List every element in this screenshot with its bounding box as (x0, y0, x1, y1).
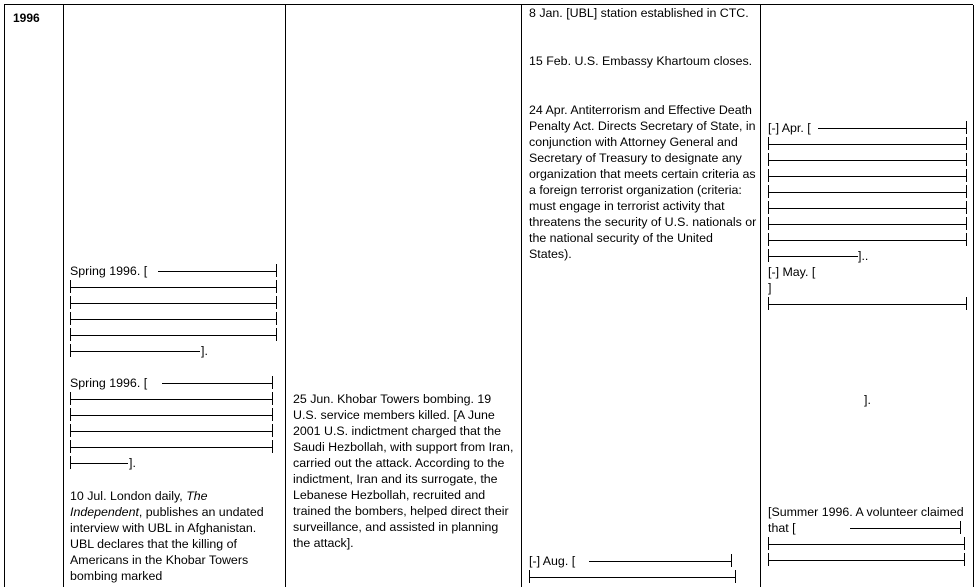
redaction-line (70, 439, 278, 455)
redaction-line (768, 184, 968, 200)
spring-1996-label: Spring 1996. [ (70, 264, 148, 278)
redaction-line (768, 136, 968, 152)
redaction-line (70, 391, 278, 407)
apr-entry (768, 120, 968, 264)
redaction-line (768, 296, 968, 312)
column-3 (522, 5, 761, 587)
redaction-line: ]. (70, 343, 278, 359)
jan-8-entry: 8 Jan. [UBL] station established in CTC. (529, 6, 749, 20)
chronology-table (4, 4, 973, 587)
may-label: [-] May. [ (768, 265, 816, 279)
column-2 (286, 5, 522, 587)
redaction-line (768, 152, 968, 168)
may-entry: [-] May. [ ] (768, 264, 968, 312)
redaction-line (70, 311, 278, 327)
redaction-line (768, 200, 968, 216)
column-4 (761, 5, 974, 587)
year-column (5, 5, 64, 587)
spring-1996-entry-2 (70, 375, 278, 471)
apr-24-entry: 24 Apr. Antiterrorism and Effective Death Penalty Act. Directs Secretary of State, in conjunction with Attorney General and Secretary of Treasury to designate any organization that meets certain criteria as a foreign terrorist organization (criteria: must engage in terrorist activity that threatens the security of U.S. nationals or the national security of the United States). (529, 103, 757, 261)
redaction-line (529, 569, 739, 585)
redaction-line: ]. (70, 455, 278, 471)
redaction-line (768, 536, 968, 552)
redaction-line (768, 168, 968, 184)
column-1 (64, 5, 286, 587)
aug-label: [-] Aug. [ (529, 554, 576, 568)
redaction-line (70, 327, 278, 343)
redaction-line (70, 279, 278, 295)
khobar-towers-entry: 25 Jun. Khobar Towers bombing. 19 U.S. service members killed. [A June 2001 U.S. indictment charged that the Saudi Hezbollah, with support from Iran, carried out the attack. According to the indictment, Iran and its surrogate, the Lebanese Hezbollah, recruited and trained the bombers, helped direct their surveillance, and assisted in planning the attack]. (293, 392, 514, 550)
redaction-line (70, 423, 278, 439)
aug-entry (529, 553, 739, 585)
spring-1996-label: Spring 1996. [ (70, 376, 148, 390)
feb-15-entry: 15 Feb. U.S. Embassy Khartoum closes. (529, 54, 753, 68)
year-label: 1996 (13, 11, 40, 25)
summer-text: [Summer 1996. A volunteer claimed that [ (768, 505, 964, 535)
jul-10-entry: 10 Jul. London daily, The Independent, publishes an undated interview with UBL in Afghanistan. UBL declares that the killing of Americans in the Khobar Towers bombing marked (70, 489, 264, 583)
redaction-line (70, 407, 278, 423)
redaction-line (768, 216, 968, 232)
newspaper-title: The Independent (70, 489, 208, 519)
summer-1996-entry (768, 504, 968, 568)
redaction-line (70, 295, 278, 311)
redaction-line (768, 232, 968, 248)
apr-label: [-] Apr. [ (768, 121, 811, 135)
redaction-line: ].. (768, 248, 968, 264)
redaction-line (768, 552, 968, 568)
spring-1996-entry-1 (70, 263, 278, 359)
may-end-bracket: ]. (864, 393, 871, 407)
